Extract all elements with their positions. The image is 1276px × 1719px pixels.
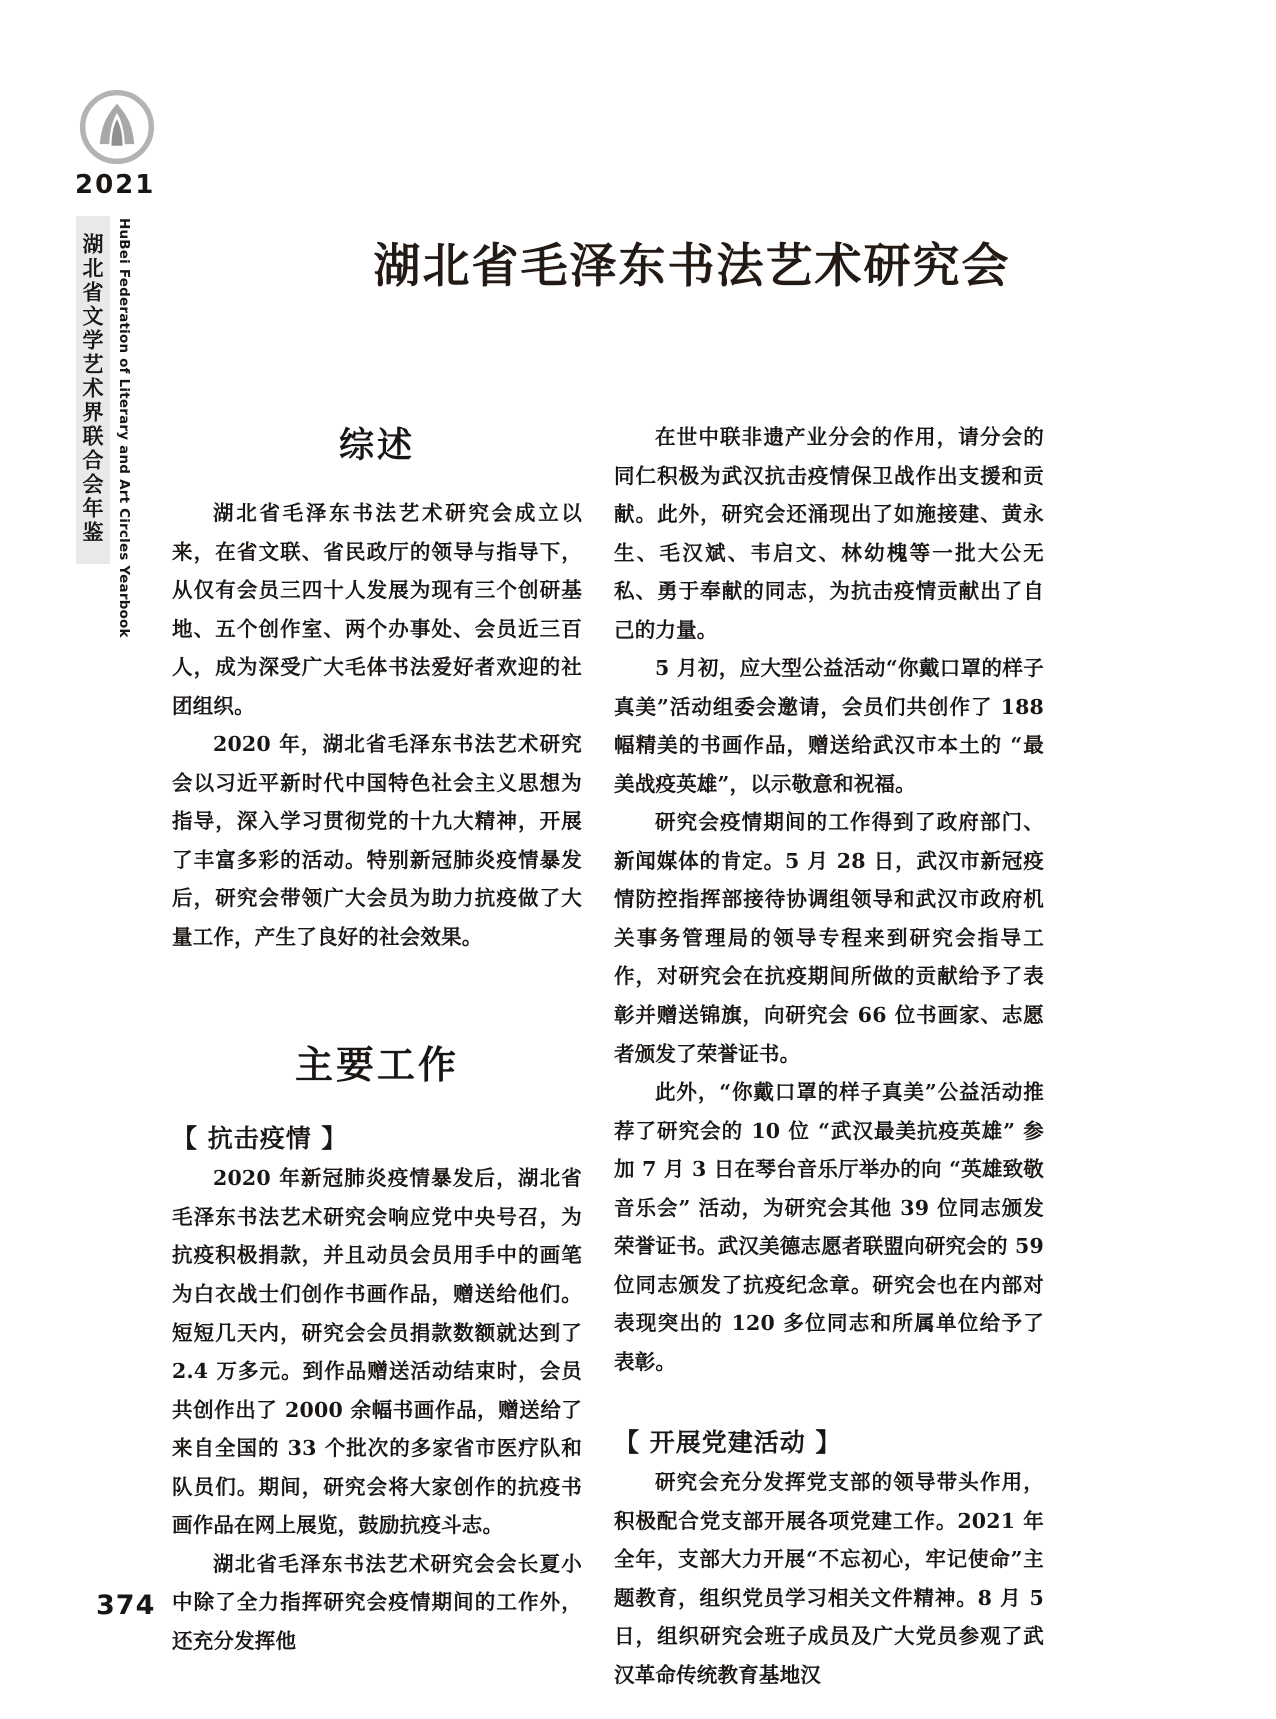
heading-main-work: 主要工作 [294, 1043, 459, 1088]
paragraph: 研究会充分发挥党支部的领导带头作用，积极配合党支部开展各项党建工作。2021 年全年，支部大力开展“不忘初心，牢记使命”主题教育，组织党员学习相关文件精神。8 月 5 日，组织研究会班子成员及广大党员参观了武汉革命传统教育基地汉 [614, 1470, 1044, 1687]
heading-party-building: 【 开展党建活动 】 [614, 1428, 842, 1458]
left-column [172, 418, 582, 1660]
hubei-federation-emblem-icon [78, 88, 156, 166]
paragraph: 湖北省毛泽东书法艺术研究会成立以来，在省文联、省民政厅的领导与指导下，从仅有会员三四十人发展为现有三个创研基地、五个创作室、两个办事处、会员近三百人，成为深受广大毛体书法爱好者欢迎的社团组织。 [172, 501, 582, 718]
page-number: 374 [96, 1590, 156, 1621]
heading-overview: 综述 [338, 426, 415, 466]
heading-fight-epidemic: 【 抗击疫情 】 [172, 1124, 348, 1154]
paragraph: 湖北省毛泽东书法艺术研究会会长夏小中除了全力指挥研究会疫情期间的工作外，还充分发挥他 [172, 1551, 582, 1653]
paragraph: 2020 年，湖北省毛泽东书法艺术研究会以习近平新时代中国特色社会主义思想为指导，深入学习贯彻党的十九大精神，开展了丰富多彩的活动。特别新冠肺炎疫情暴发后，研究会带领广大会员为助力抗疫做了大量工作，产生了良好的社会效果。 [172, 732, 582, 949]
paragraph: 5 月初，应大型公益活动“你戴口罩的样子真美”活动组委会邀请，会员们共创作了 188 幅精美的书画作品，赠送给武汉市本土的 “最美战疫英雄”，以示敬意和祝福。 [614, 656, 1044, 796]
year-label: 2021 [75, 170, 156, 200]
page-title: 湖北省毛泽东书法艺术研究会 [373, 239, 1011, 295]
paragraph: 此外，“你戴口罩的样子真美”公益活动推荐了研究会的 10 位 “武汉最美抗疫英雄” 参加 7 月 3 日在琴台音乐厅举办的向 “英雄致敬音乐会” 活动，为研究会其他 39 位同志颁发荣誉证书。武汉美德志愿者联盟向研究会的 59 位同志颁发了抗疫纪念章。研究会也在内部对表现突出的 120 多位同志和所属单位给予了表彰。 [614, 1080, 1044, 1374]
right-column [614, 418, 1044, 1694]
paragraph: 研究会疫情期间的工作得到了政府部门、新闻媒体的肯定。5 月 28 日，武汉市新冠疫情防控指挥部接待协调组领导和武汉市政府机关事务管理局的领导专程来到研究会指导工作，对研究会在抗疫期间所做的贡献给予了表彰并赠送锦旗，向研究会 66 位书画家、志愿者颁发了荣誉证书。 [614, 810, 1044, 1066]
paragraph: 在世中联非遗产业分会的作用，请分会的同仁积极为武汉抗击疫情保卫战作出支援和贡献。此外，研究会还涌现出了如施接建、黄永生、毛汉斌、韦启文、林幼槐等一批大公无私、勇于奉献的同志，为抗击疫情贡献出了自己的力量。 [614, 425, 1044, 642]
spine-chinese-label: 湖北省文学艺术界联合会年鉴 [76, 216, 110, 564]
spine-english-label: HuBei Federation of Literary and Art Circles Yearbook [116, 218, 132, 638]
paragraph: 2020 年新冠肺炎疫情暴发后，湖北省毛泽东书法艺术研究会响应党中央号召，为抗疫积极捐款，并且动员会员用手中的画笔为白衣战士们创作书画作品，赠送给他们。短短几天内，研究会会员捐款数额就达到了 2.4 万多元。到作品赠送活动结束时，会员共创作出了 2000 余幅书画作品，赠送给了来自全国的 33 个批次的多家省市医疗队和队员们。期间，研究会将大家创作的抗疫书画作品在网上展览，鼓励抗疫斗志。 [172, 1166, 582, 1538]
